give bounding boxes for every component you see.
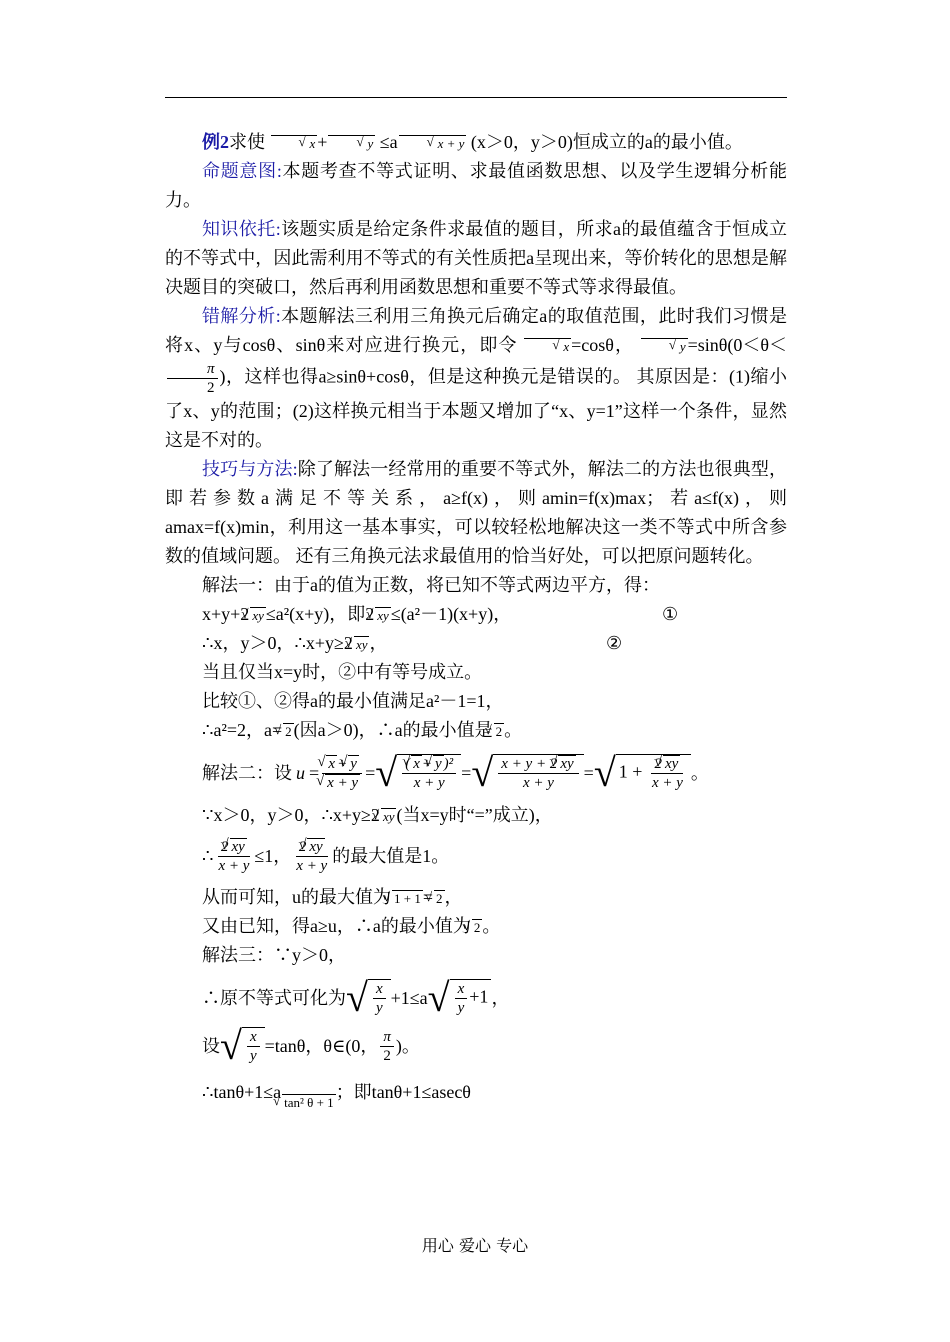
pi-over-2: $\frac{\pi}{2}$ xyxy=(167,360,218,397)
equation-tag-1: ① xyxy=(662,604,679,624)
intent-label: 命题意图: xyxy=(202,161,282,181)
sqrt-y: √ y xyxy=(328,135,375,152)
solution-2: 解法二：设 u = √ x +√ y √ x + y = √ $\frac{\text{(√ x +√ y )²}}{x + y}$ = √ $\frac{x + y + 2√ xy}{x + y}$ = √ 1 + $\frac{2√ xy}{x + y}$ 。 ∵x＞0，y＞0，∴x+y≥2√ xy (当x=y时“=”成立)， ∴ $\frac{2√ xy}{x + y}$ ≤1， $\frac{2√ xy}{x + y}$ 的最大值是1。 从而可知，u的最大值为√ 1 + 1 =√ 2 ， 又由已知，得a≥u，∴a的最小值为√ 2 。 xyxy=(165,753,787,941)
sqrt-x-plus-y: √ x + y xyxy=(399,135,467,152)
sqrt-x: √ x xyxy=(271,135,318,152)
u-definition: 解法二：设 u = √ x +√ y √ x + y = √ $\frac{\text{(√ x +√ y )²}}{x + y}$ = √ $\frac{x + y + 2√ xy}{x + y}$ = √ 1 + $\frac{2√ xy}{x + y}$ 。 xyxy=(165,753,787,793)
error-paragraph: 错解分析:本题解法三利用三角换元后确定a的取值范围，此时我们习惯是将x、y与cosθ、sinθ来对应进行换元，即令 √ x =cosθ， √ y =sinθ(0＜θ＜ $\frac{\pi}{2}$ )，这样也得a≥sinθ+cosθ，但是这种换元是错误的。 其原因是：(1)缩小了x、y的范围；(2)这样换元相当于本题又增加了“x、y=1”这样一个条件，显然这是不对的。 xyxy=(165,302,787,455)
page-footer: 用心 爱心 专心 xyxy=(421,1236,529,1255)
knowledge-paragraph: 知识依托:该题实质是给定条件求最值的题目，所求a的最值蕴含于恒成立的不等式中，因此需利用不等式的有关性质把a呈现出来，等价转化的思想是解决题目的突破口，然后再利用函数思想和重要不等式等求得最值。 xyxy=(165,219,787,297)
error-label: 错解分析: xyxy=(202,306,281,326)
document-body xyxy=(165,128,787,1119)
header-rule xyxy=(165,97,787,98)
solution-1: 解法一：由于a的值为正数，将已知不等式两边平方，得： x+y+2√ xy ≤a²(x+y)，即2√ xy ≤(a²－1)(x+y)， ① ∴x，y＞0，∴x+y≥2√ xy ， ② 当且仅当x=y时，②中有等号成立。 比较①、②得a的最小值满足a²－1=1， ∴a²=2，a=√ 2 (因a＞0)，∴a的最小值是√ 2 。 xyxy=(165,571,787,745)
equation-tag-2: ② xyxy=(606,633,623,653)
intent-paragraph: 命题意图:本题考查不等式证明、求最值函数思想、以及学生逻辑分析能力。 xyxy=(165,161,787,210)
skill-label: 技巧与方法: xyxy=(202,459,298,479)
skill-paragraph: 技巧与方法:除了解法一经常用的重要不等式外，解法二的方法也很典型，即若参数a满足不等关系，a≥f(x)，则amin=f(x)max；若a≤f(x)，则amax=f(x)min，利用这一基本事实，可以较轻松地解决这一类不等式中所含参数的值域问题。 还有三角换元法求最值用的恰当好处，可以把原问题转化。 xyxy=(165,459,787,566)
example-statement: 例2求使 √ x +√ y ≤a√ x + y (x＞0，y＞0)恒成立的a的最小值。 xyxy=(165,128,787,157)
example-label: 例2 xyxy=(202,132,229,152)
knowledge-label: 知识依托: xyxy=(202,219,281,239)
solution-3: 解法三：∵y＞0， ∴原不等式可化为 √ $\frac{x}{y}$ +1≤a √ $\frac{x}{y}$ +1 ， 设 √ $\frac{x}{y}$ =tanθ，θ∈(0， $\frac{\pi}{2}$ )。 ∴tanθ+1≤a √ tan² θ + 1 ；即tanθ+1≤asecθ xyxy=(165,941,787,1111)
